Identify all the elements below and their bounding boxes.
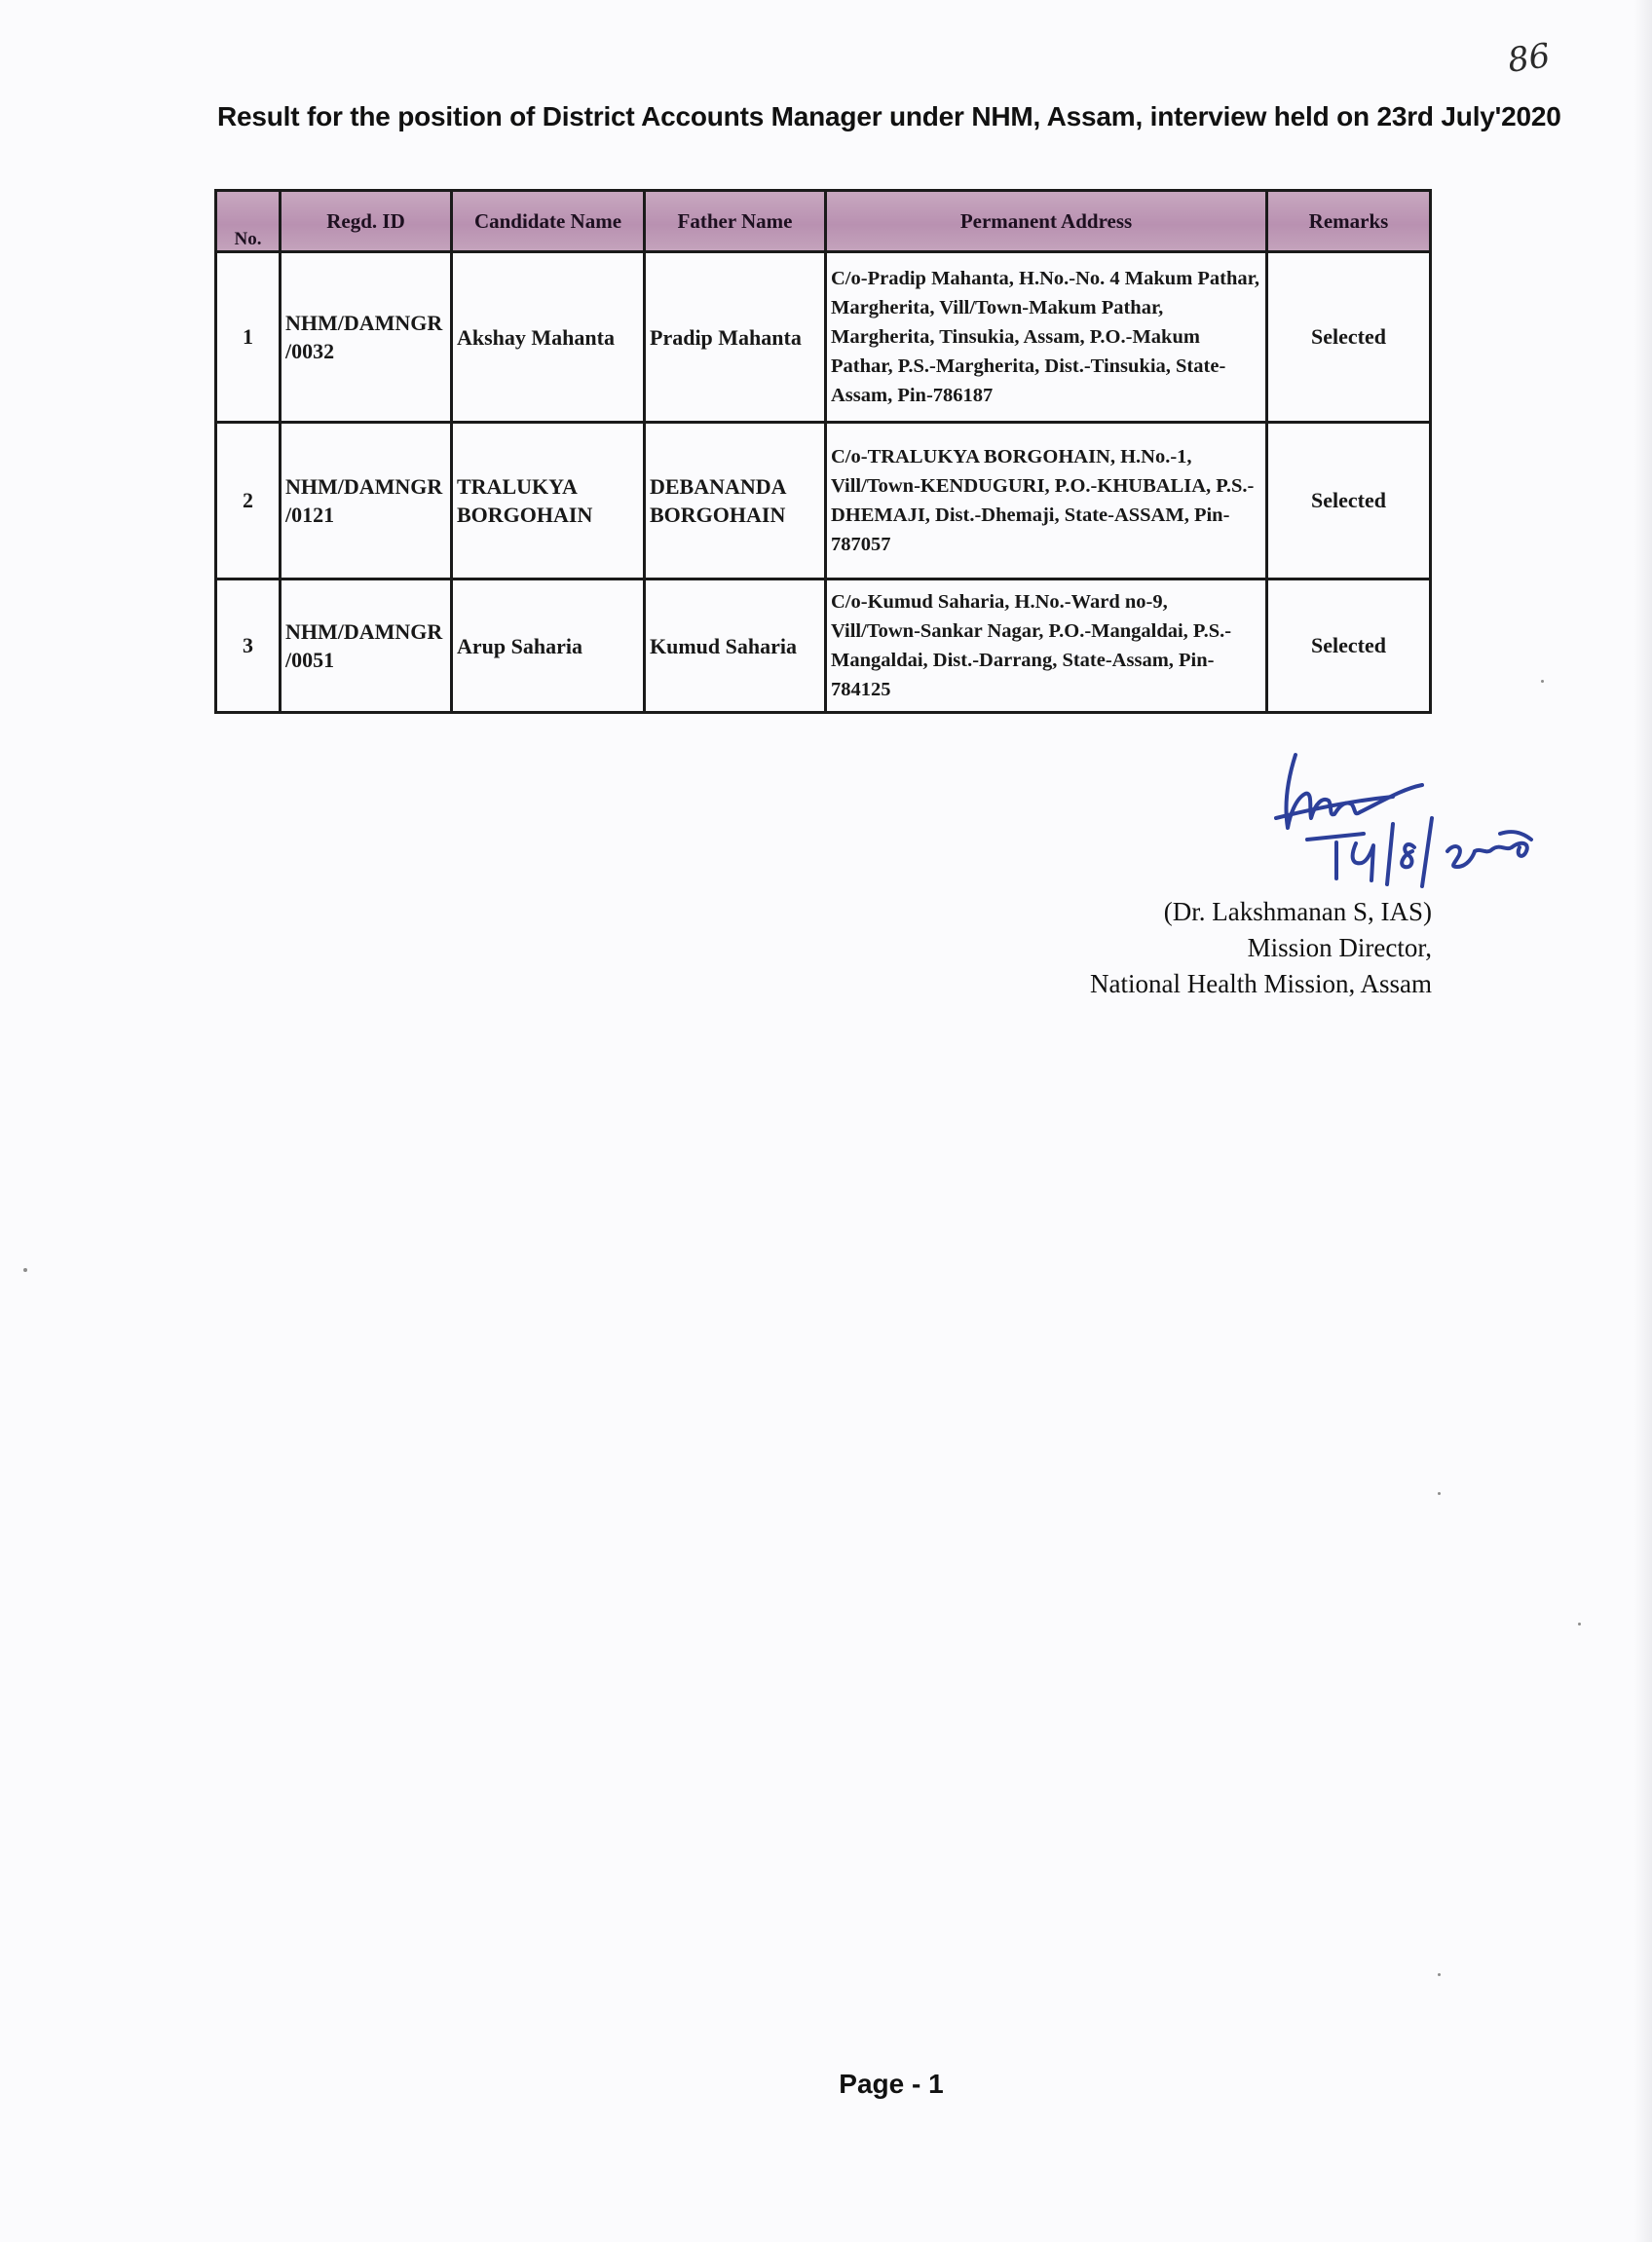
cell-remarks: Selected <box>1267 423 1431 579</box>
handwritten-page-number: 86 <box>1505 36 1553 81</box>
scan-speck <box>1578 1623 1581 1625</box>
header-candidate-name: Candidate Name <box>452 191 645 252</box>
page-footer: Page - 1 <box>839 2069 944 2099</box>
cell-regd-id: NHM/DAMNGR /0032 <box>281 252 452 423</box>
table-header-row <box>216 191 1431 252</box>
cell-permanent-address: C/o-Kumud Saharia, H.No.-Ward no-9, Vill/Town-Sankar Nagar, P.O.-Mangaldai, P.S.-Mangaldai, Dist.-Darrang, State-Assam, Pin-784125 <box>826 579 1267 713</box>
result-table <box>214 189 1432 714</box>
signatory-organization: National Health Mission, Assam <box>1090 969 1432 998</box>
cell-candidate-name: Arup Saharia <box>452 579 645 713</box>
scan-speck <box>1438 1492 1441 1495</box>
cell-father-name: Kumud Saharia <box>645 579 826 713</box>
cell-candidate-name: TRALUKYA BORGOHAIN <box>452 423 645 579</box>
cell-remarks: Selected <box>1267 252 1431 423</box>
header-regd-id: Regd. ID <box>281 191 452 252</box>
header-remarks: Remarks <box>1267 191 1431 252</box>
scan-speck <box>23 1268 27 1272</box>
table-row <box>216 423 1431 579</box>
cell-remarks: Selected <box>1267 579 1431 713</box>
cell-permanent-address: C/o-Pradip Mahanta, H.No.-No. 4 Makum Pathar, Margherita, Vill/Town-Makum Pathar, Margherita, Tinsukia, Assam, P.O.-Makum Pathar, P.S.-Margherita, Dist.-Tinsukia, State-Assam, Pin-786187 <box>826 252 1267 423</box>
cell-no: 3 <box>216 579 281 713</box>
header-permanent-address: Permanent Address <box>826 191 1267 252</box>
cell-father-name: Pradip Mahanta <box>645 252 826 423</box>
signatory-designation: Mission Director, <box>1247 933 1432 962</box>
signatory-name: (Dr. Lakshmanan S, IAS) <box>1163 897 1432 926</box>
cell-no: 2 <box>216 423 281 579</box>
cell-no: 1 <box>216 252 281 423</box>
scan-speck <box>1541 680 1544 683</box>
table-row <box>216 579 1431 713</box>
header-father-name: Father Name <box>645 191 826 252</box>
header-no: No. <box>216 191 281 252</box>
scan-speck <box>1438 1973 1441 1976</box>
signature-date: 14/8/2020 <box>1266 750 1271 751</box>
cell-candidate-name: Akshay Mahanta <box>452 252 645 423</box>
handwritten-signature <box>1266 750 1588 896</box>
cell-permanent-address: C/o-TRALUKYA BORGOHAIN, H.No.-1, Vill/Town-KENDUGURI, P.O.-KHUBALIA, P.S.-DHEMAJI, Dist.-Dhemaji, State-ASSAM, Pin-787057 <box>826 423 1267 579</box>
cell-regd-id: NHM/DAMNGR /0051 <box>281 579 452 713</box>
table-row <box>216 252 1431 423</box>
scan-edge-shadow <box>1634 0 1652 2242</box>
cell-father-name: DEBANANDA BORGOHAIN <box>645 423 826 579</box>
cell-regd-id: NHM/DAMNGR /0121 <box>281 423 452 579</box>
document-title: Result for the position of District Accounts Manager under NHM, Assam, interview held on 23rd July'2020 <box>217 101 1561 131</box>
signatory-block <box>1032 894 1432 1002</box>
